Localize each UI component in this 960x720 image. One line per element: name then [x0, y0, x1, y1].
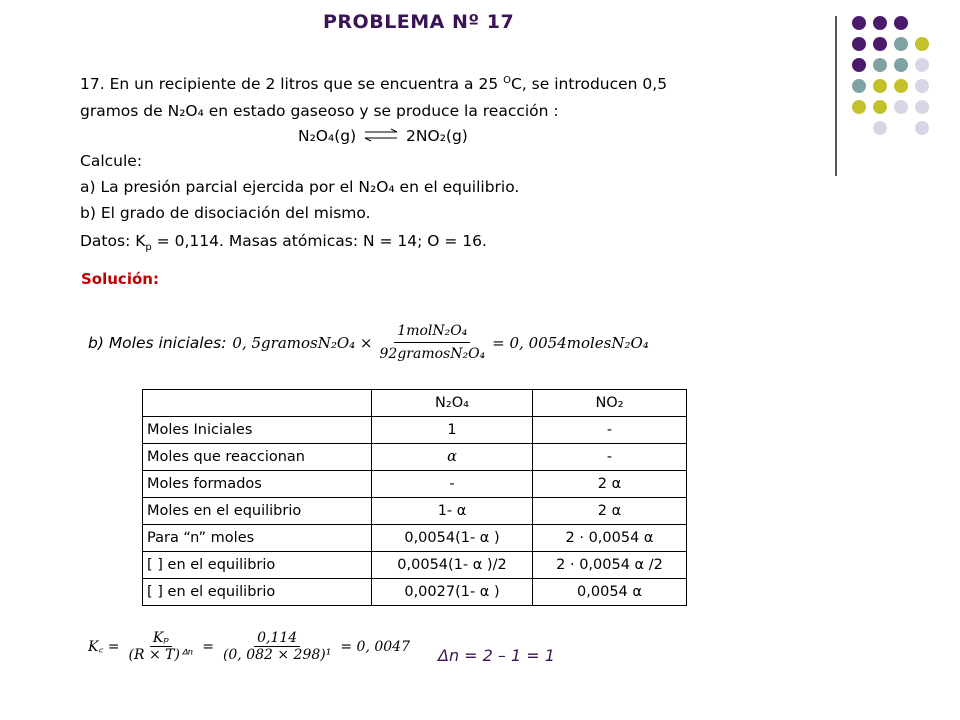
decorative-dot — [852, 37, 866, 51]
decorative-dot — [915, 121, 929, 135]
decorative-dot — [852, 16, 866, 30]
table-cell: 1 — [372, 417, 533, 444]
statement-line-1 — [80, 70, 667, 95]
equilibrium-arrow-icon — [361, 126, 401, 148]
table-row — [143, 417, 687, 444]
table-cell: - — [533, 417, 687, 444]
table-row — [143, 552, 687, 579]
datos-a: Datos: K — [80, 232, 146, 250]
decorative-dot — [873, 16, 887, 30]
delta-n: Δn = 2 – 1 = 1 — [438, 646, 555, 665]
moles-fraction-den: 92gramosN₂O₄ — [379, 346, 486, 362]
table-row — [143, 498, 687, 525]
reaction-left: N₂O₄(g) — [298, 127, 357, 145]
reaction — [298, 125, 468, 148]
table-cell: 0,0054(1- α )/2 — [372, 552, 533, 579]
degree-sup: O — [503, 75, 511, 86]
table-cell: - — [372, 471, 533, 498]
kc-equation — [88, 630, 410, 663]
decorative-dot — [915, 79, 929, 93]
statement-line-1-a: 17. En un recipiente de 2 litros que se encuentra a 25 — [80, 75, 504, 94]
decorative-dot — [873, 100, 887, 114]
datos-sub: p — [145, 242, 152, 254]
question-a: a) La presión parcial ejercida por el N₂O₄ en el equilibrio. — [80, 178, 520, 196]
moles-eq-right: = 0, 0054molesN₂O₄ — [492, 333, 649, 352]
decorative-dot — [894, 100, 908, 114]
decorative-dot — [915, 100, 929, 114]
calcule-label: Calcule: — [80, 152, 143, 170]
decorative-dot — [852, 58, 866, 72]
table-cell: [ ] en el equilibrio — [143, 552, 372, 579]
moles-fraction — [377, 320, 489, 365]
vertical-divider — [835, 16, 837, 176]
decorative-dot — [852, 100, 866, 114]
table-row — [143, 444, 687, 471]
kc-fraction-2-num: 0,114 — [254, 630, 300, 647]
decorative-dot — [915, 58, 929, 72]
decorative-dot — [894, 37, 908, 51]
equilibrium-table — [142, 389, 687, 606]
kc-equals: = — [202, 638, 214, 655]
table-cell: 2 · 0,0054 α — [533, 525, 687, 552]
question-b: b) El grado de disociación del mismo. — [80, 204, 371, 222]
table-header-cell: N₂O₄ — [372, 390, 533, 417]
table-cell: 2 α — [533, 471, 687, 498]
statement-line-2: gramos de N₂O₄ en estado gaseoso y se produce la reacción : — [80, 102, 559, 120]
solution-label: Solución: — [81, 270, 159, 288]
table-cell: Moles Iniciales — [143, 417, 372, 444]
kc-lhs: K꜀ = — [88, 639, 120, 655]
table-cell: 1- α — [372, 498, 533, 525]
reaction-right: 2NO₂(g) — [406, 127, 468, 145]
table-cell: - — [533, 444, 687, 471]
kc-fraction-1-den: (R × T)ᐞⁿ — [128, 647, 194, 663]
table-cell: Moles que reaccionan — [143, 444, 372, 471]
table-cell: 2 α — [533, 498, 687, 525]
table-cell: α — [372, 444, 533, 471]
decorative-dot — [873, 37, 887, 51]
datos-line — [80, 230, 487, 259]
table-header-row — [143, 390, 687, 417]
decorative-dot — [873, 58, 887, 72]
decorative-dots — [852, 16, 952, 156]
table-row — [143, 579, 687, 606]
kc-result: = 0, 0047 — [340, 638, 410, 655]
kc-fraction-2 — [220, 630, 334, 663]
decorative-dot — [915, 37, 929, 51]
table-cell: 0,0054 α — [533, 579, 687, 606]
table-cell: Moles formados — [143, 471, 372, 498]
decorative-dot — [873, 121, 887, 135]
kc-fraction-1-num: Kₚ — [150, 630, 172, 647]
table-row — [143, 471, 687, 498]
moles-iniciales-line — [88, 320, 649, 365]
table-cell: 0,0027(1- α ) — [372, 579, 533, 606]
table-header-cell — [143, 390, 372, 417]
decorative-dot — [873, 79, 887, 93]
table-header-cell: NO₂ — [533, 390, 687, 417]
table-cell: 2 · 0,0054 α /2 — [533, 552, 687, 579]
datos-b: = 0,114. Masas atómicas: N = 14; O = 16. — [151, 232, 487, 250]
table-cell: Moles en el equilibrio — [143, 498, 372, 525]
moles-label: b) Moles iniciales: — [88, 333, 227, 352]
table-cell: [ ] en el equilibrio — [143, 579, 372, 606]
table-cell: Para “n” moles — [143, 525, 372, 552]
table-cell: 0,0054(1- α ) — [372, 525, 533, 552]
decorative-dot — [852, 79, 866, 93]
decorative-dot — [894, 16, 908, 30]
page-title: PROBLEMA Nº 17 — [323, 11, 515, 33]
kc-fraction-2-den: (0, 082 × 298)¹ — [222, 647, 332, 663]
table-row — [143, 525, 687, 552]
decorative-dot — [894, 79, 908, 93]
moles-fraction-num: 1molN₂O₄ — [394, 320, 470, 343]
moles-eq-left: 0, 5gramosN₂O₄ × — [232, 333, 373, 352]
decorative-dot — [894, 58, 908, 72]
kc-fraction-1 — [125, 630, 196, 663]
statement-line-1-b: C, se introducen 0,5 — [511, 75, 668, 94]
